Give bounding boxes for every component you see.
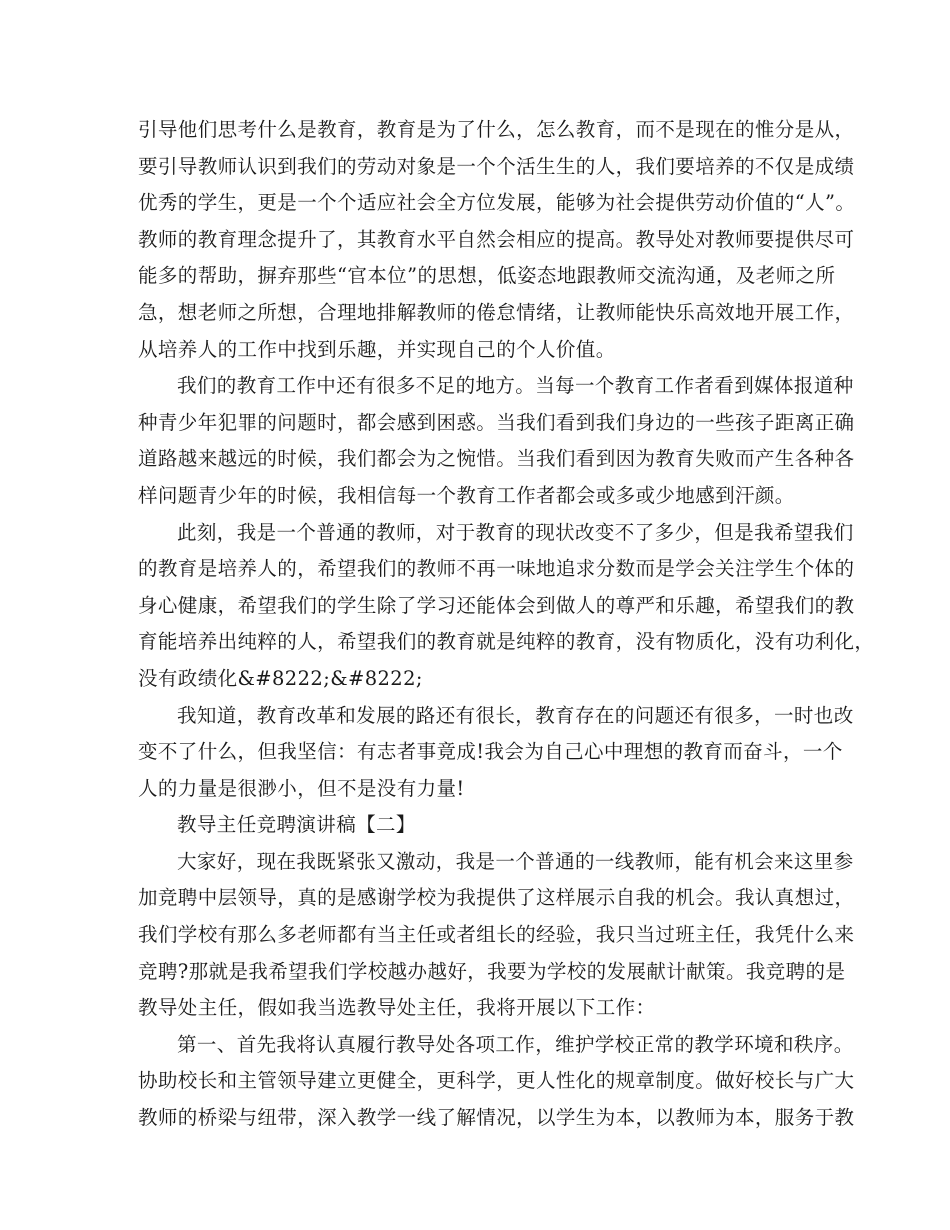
text-line: 引导他们思考什么是教育，教育是为了什么，怎么教育，而不是现在的惟分是从， <box>138 118 855 141</box>
section-heading: 教导主任竞聘演讲稿【二】 <box>177 813 416 837</box>
text-line: 教导处主任，假如我当选教导处主任，我将开展以下工作： <box>138 996 656 1020</box>
document-page <box>138 112 875 1137</box>
text-line: 大家好，现在我既紧张又激动，我是一个普通的一线教师，能有机会来这里参 <box>177 849 854 873</box>
text-line: 人的力量是很渺小，但不是没有力量! <box>138 776 465 800</box>
text-line: 变不了什么，但我坚信：有志者事竟成!我会为自己心中理想的教育而奋斗，一个 <box>138 740 843 764</box>
text-line: 的教育是培养人的，希望我们的教师不再一味地追求分数而是学会关注学生个体的 <box>138 557 855 581</box>
text-line: 教师的教育理念提升了，其教育水平自然会相应的提高。教导处对教师要提供尽可 <box>138 227 855 251</box>
text-line: 我们学校有那么多老师都有当主任或者组长的经验，我只当过班主任，我凭什么来 <box>138 923 855 947</box>
text-line: 能多的帮助，摒弃那些“官本位”的思想，低姿态地跟教师交流沟通，及老师之所 <box>138 264 836 288</box>
text-line: 育能培养出纯粹的人，希望我们的教育就是纯粹的教育，没有物质化，没有功利化， <box>138 630 875 654</box>
text-line: 协助校长和主管领导建立更健全，更科学，更人性化的规章制度。做好校长与广大 <box>138 1069 855 1093</box>
text-line: 急，想老师之所想，合理地排解教师的倦怠情绪，让教师能快乐高效地开展工作， <box>138 300 855 324</box>
text-line: 样问题青少年的时候，我相信每一个教育工作者都会或多或少地感到汗颜。 <box>138 483 795 507</box>
text-line: 种青少年犯罪的问题时，都会感到困惑。当我们看到我们身边的一些孩子距离正确 <box>138 410 855 434</box>
text-line: 此刻，我是一个普通的教师，对于教育的现状改变不了多少，但是我希望我们 <box>177 520 854 544</box>
text-line: 第一、首先我将认真履行教导处各项工作，维护学校正常的教学环境和秩序。 <box>177 1032 854 1056</box>
text-line: 从培养人的工作中找到乐趣，并实现自己的个人价值。 <box>138 337 616 361</box>
text-line: 道路越来越远的时候，我们都会为之惋惜。当我们看到因为教育失败而产生各种各 <box>138 447 855 471</box>
text-line: 我知道，教育改革和发展的路还有很长，教育存在的问题还有很多，一时也改 <box>177 703 854 727</box>
text-line: 要引导教师认识到我们的劳动对象是一个个活生生的人，我们要培养的不仅是成绩 <box>138 154 855 178</box>
text-line: 没有政绩化&#8222;&#8222; <box>138 666 423 690</box>
text-line: 身心健康，希望我们的学生除了学习还能体会到做人的尊严和乐趣，希望我们的教 <box>138 593 855 617</box>
text-line: 竞聘?那就是我希望我们学校越办越好，我要为学校的发展献计献策。我竞聘的是 <box>138 959 846 983</box>
text-line: 优秀的学生，更是一个个适应社会全方位发展，能够为社会提供劳动价值的“人”。 <box>138 191 856 215</box>
text-line: 加竞聘中层领导，真的是感谢学校为我提供了这样展示自我的机会。我认真想过， <box>138 886 855 910</box>
text-line: 我们的教育工作中还有很多不足的地方。当每一个教育工作者看到媒体报道种 <box>177 374 854 398</box>
text-line: 教师的桥梁与纽带，深入教学一线了解情况，以学生为本，以教师为本，服务于教 <box>138 1106 855 1130</box>
